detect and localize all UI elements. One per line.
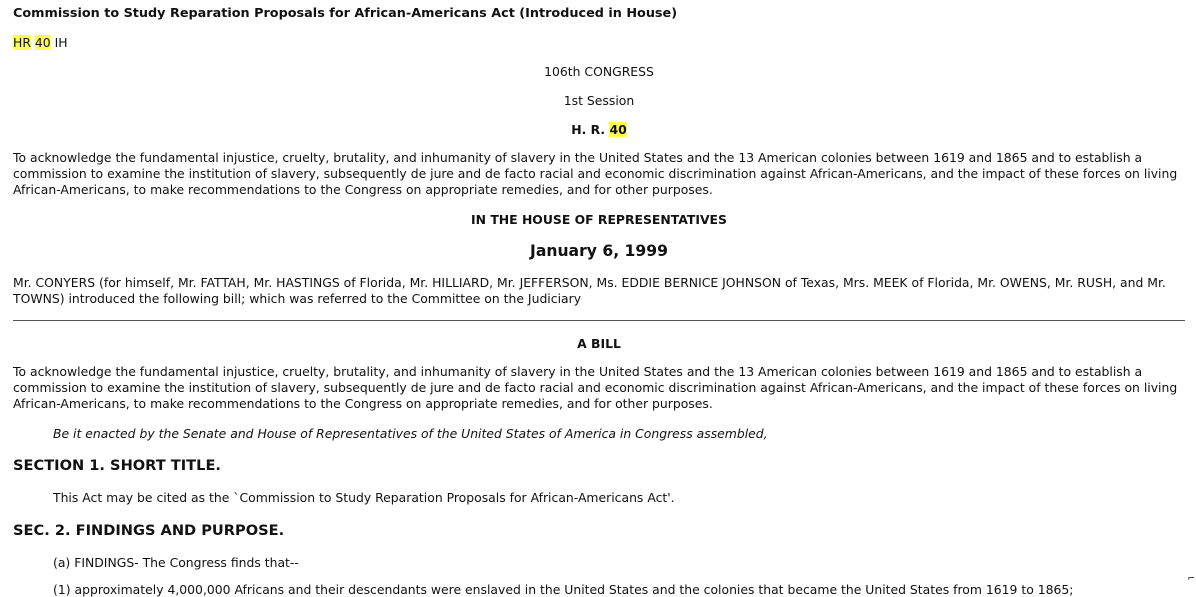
bill-number-highlight: 40 [609,122,627,137]
bill-number-prefix: H. R. [571,122,606,137]
section-divider [13,320,1185,321]
bill-id-prefix-highlight: HR [13,35,31,50]
resize-corner-icon: ⌐ [1187,574,1195,584]
bill-number-heading [13,122,1185,137]
sponsors-text: Mr. CONYERS (for himself, Mr. FATTAH, Mr. HASTINGS of Florida, Mr. HILLIARD, Mr. JEFFERSON, Ms. EDDIE BERNICE JOHNSON of Texas, Mrs. MEEK of Florida, Mr. OWENS, Mr. RUSH, and Mr. TOWNS) introduced the following bill; which was referred to the Committee on the Judiciary [13,275,1166,306]
house-heading: IN THE HOUSE OF REPRESENTATIVES [471,212,727,227]
document-title: Commission to Study Reparation Proposals for African-Americans Act (Introduced in House) [13,6,678,21]
bill-identifier [13,35,68,50]
enacting-clause: Be it enacted by the Senate and House of Representatives of the United States of America in Congress assembled, [53,426,768,441]
introduction-date: January 6, 1999 [530,242,668,260]
partially-visible-line [53,580,1113,597]
findings-intro: (a) FINDINGS- The Congress finds that-- [53,555,299,570]
bill-id-suffix: IH [54,35,68,50]
bill-id-number-highlight: 40 [34,35,51,50]
section-2-heading: SEC. 2. FINDINGS AND PURPOSE. [13,522,285,539]
congress-label: 106th CONGRESS [544,64,654,79]
bill-purpose-repeat: To acknowledge the fundamental injustice, cruelty, brutality, and inhumanity of slavery in the United States and the 13 American colonies between 1619 and 1865 and to establish a commission to examine the institution of slavery, subsequently de jure and de facto racial and economic discrimination against African-Americans, and the impact of these forces on living African-Americans, to make recommendations to the Congress on appropriate remedies, and for other purposes. [13,364,1178,411]
section-1-text: This Act may be cited as the `Commission to Study Reparation Proposals for African-Americans Act'. [53,490,675,505]
session-label: 1st Session [563,93,635,108]
bill-purpose: To acknowledge the fundamental injustice, cruelty, brutality, and inhumanity of slavery in the United States and the 13 American colonies between 1619 and 1865 and to establish a commission to examine the institution of slavery, subsequently de jure and de facto racial and economic discrimination against African-Americans, and the impact of these forces on living African-Americans, to make recommendations to the Congress on appropriate remedies, and for other purposes. [13,150,1178,197]
bill-heading: A BILL [577,336,621,351]
partial-finding-text: (1) approximately 4,000,000 Africans and their descendants were enslaved in the United States and the colonies that became the United States from 1619 to 1865; [53,582,1074,597]
section-1-heading: SECTION 1. SHORT TITLE. [13,457,221,474]
